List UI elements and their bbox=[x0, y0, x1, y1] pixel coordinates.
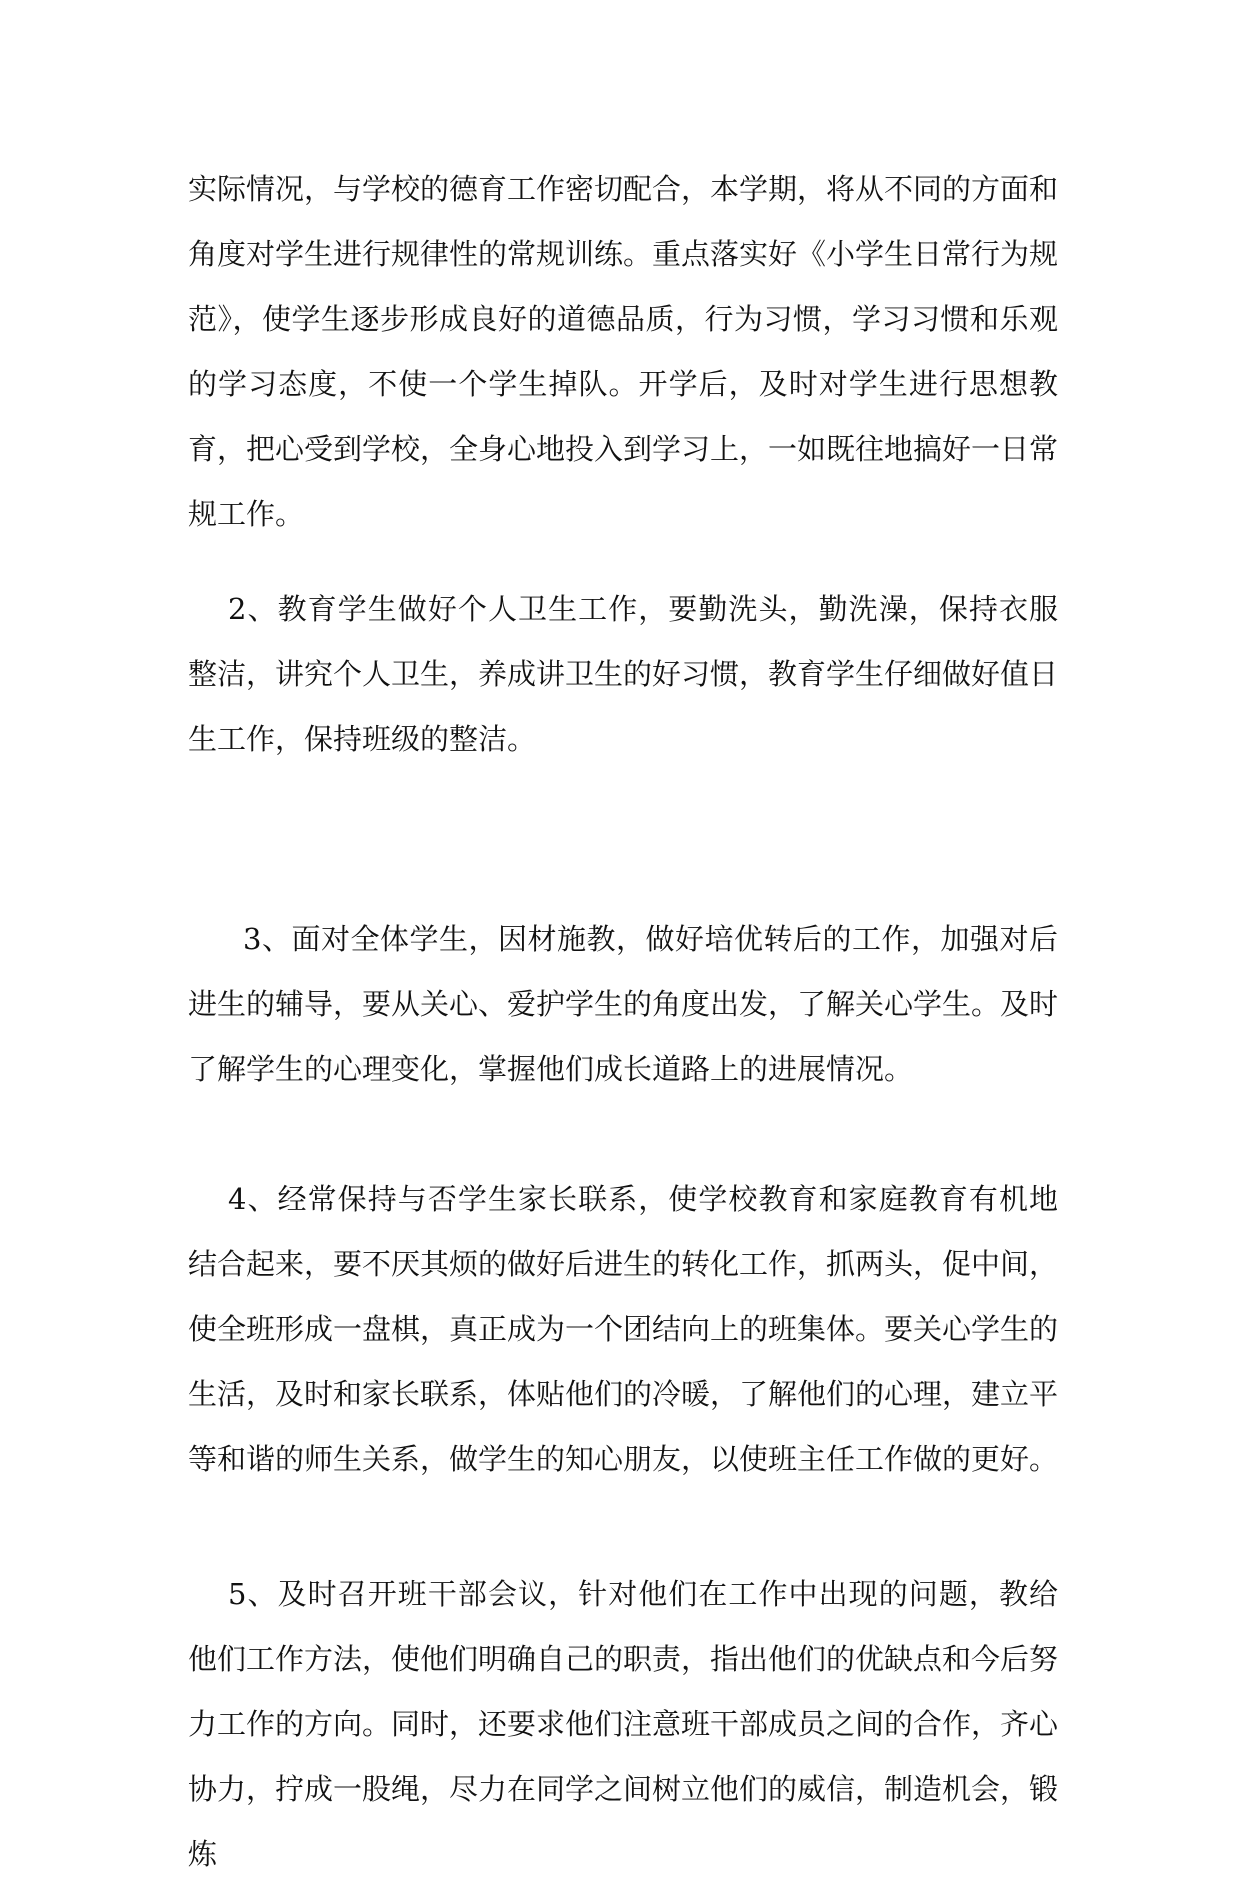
paragraph-2: 2、教育学生做好个人卫生工作，要勤洗头，勤洗澡，保持衣服整洁，讲究个人卫生，养成讲卫生的好习惯，教育学生仔细做好值日生工作，保持班级的整洁。 bbox=[188, 592, 1059, 756]
paragraph-4: 4、经常保持与否学生家长联系，使学校教育和家庭教育有机地结合起来，要不厌其烦的做好后进生的转化工作，抓两头，促中间，使全班形成一盘棋，真正成为一个团结向上的班集体。要关心学生的生活，及时和家长联系，体贴他们的冷暖，了解他们的心理，建立平等和谐的师生关系，做学生的知心朋友，以使班主任工作做的更好。 bbox=[188, 1182, 1059, 1476]
paragraph-1: 实际情况，与学校的德育工作密切配合，本学期，将从不同的方面和角度对学生进行规律性的常规训练。重点落实好《小学生日常行为规范》，使学生逐步形成良好的道德品质，行为习惯，学习习惯和乐观的学习态度，不使一个学生掉队。开学后，及时对学生进行思想教育，把心受到学校，全身心地投入到学习上，一如既往地搞好一日常规工作。 bbox=[188, 172, 1059, 531]
paragraph-3: 3、面对全体学生，因材施教，做好培优转后的工作，加强对后进生的辅导，要从关心、爱护学生的角度出发，了解关心学生。及时了解学生的心理变化，掌握他们成长道路上的进展情况。 bbox=[188, 922, 1059, 1086]
paragraph-5: 5、及时召开班干部会议，针对他们在工作中出现的问题，教给他们工作方法，使他们明确自己的职责，指出他们的优缺点和今后努力工作的方向。同时，还要求他们注意班干部成员之间的合作，齐心协力，拧成一股绳，尽力在同学之间树立他们的威信，制造机会，锻炼 bbox=[188, 1577, 1059, 1871]
